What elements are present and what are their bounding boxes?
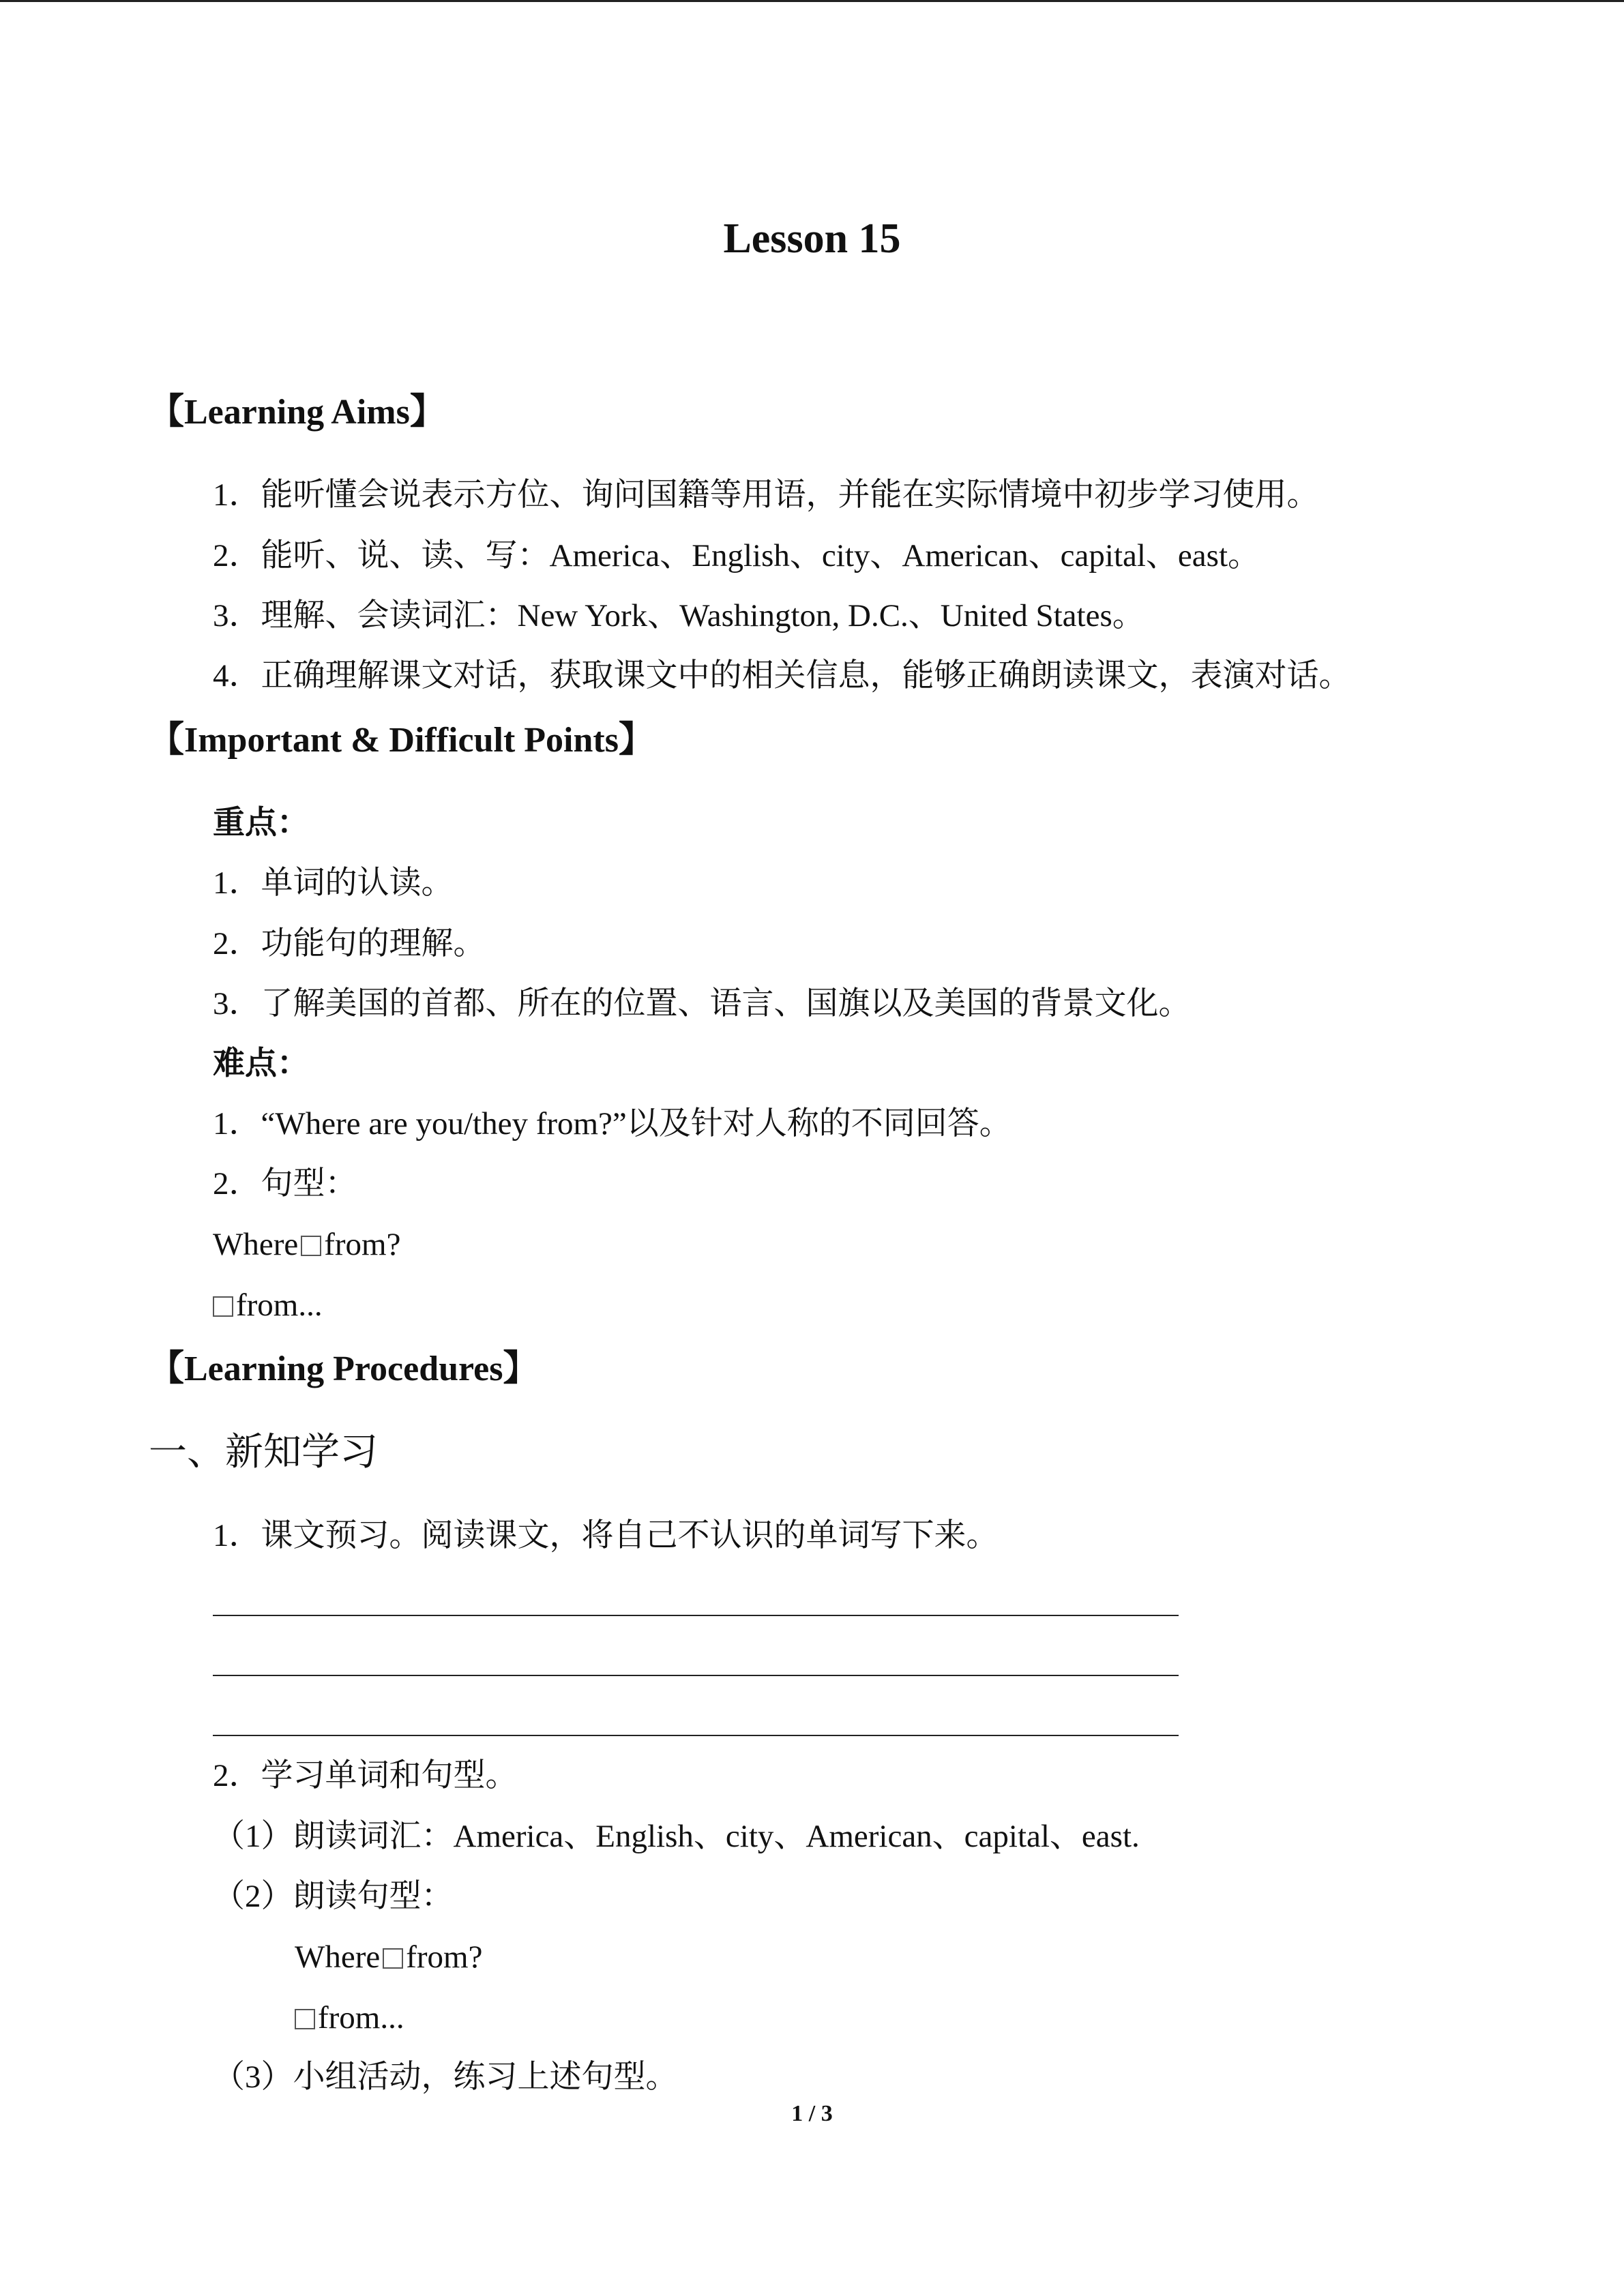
- pattern-answer: [213, 1285, 323, 1326]
- step-1: 1．课文预习。阅读课文，将自己不认识的单词写下来。: [213, 1518, 999, 1553]
- blank-box-icon: [301, 1236, 321, 1256]
- procedures-heading: 【Learning Procedures】: [149, 1350, 539, 1388]
- aim-item-2: 2．能听、说、读、写：America、English、city、American、capital、east。: [213, 538, 1260, 573]
- blank-box-icon: [383, 1948, 403, 1969]
- difficult-item-2: 2．句型：: [213, 1166, 357, 1202]
- step-2: 2．学习单词和句型。: [213, 1758, 518, 1793]
- practice-pattern-question: [295, 1937, 482, 1978]
- blank-box-icon: [213, 1296, 233, 1317]
- pattern-question: [213, 1224, 400, 1265]
- answer-blank-line[interactable]: [213, 1675, 1179, 1676]
- answer-blank-line[interactable]: [213, 1615, 1179, 1616]
- practice-question-start: Where: [295, 1939, 381, 1975]
- page-title: Lesson 15: [723, 215, 901, 262]
- difficult-label: 难点：: [213, 1046, 309, 1082]
- pattern-question-end: from?: [324, 1227, 401, 1262]
- aim-item-3: 3．理解、会读词汇：New York、Washington, D.C.、United States。: [213, 598, 1145, 633]
- answer-blank-line[interactable]: [213, 1735, 1179, 1736]
- difficult-item-1: 1．“Where are you/they from?”以及针对人称的不同回答。: [213, 1106, 1012, 1142]
- aim-item-4: 4．正确理解课文对话，获取课文中的相关信息，能够正确朗读课文，表演对话。: [213, 658, 1351, 694]
- learning-aims-heading: 【Learning Aims】: [149, 393, 445, 432]
- important-item-1: 1．单词的认读。: [213, 865, 454, 901]
- practice-pattern-answer: [295, 1997, 404, 2038]
- aim-item-1: 1．能听懂会说表示方位、询问国籍等用语，并能在实际情境中初步学习使用。: [213, 477, 1319, 513]
- important-item-2: 2．功能句的理解。: [213, 926, 486, 961]
- practice-answer-end: from...: [318, 2000, 404, 2036]
- important-label: 重点：: [213, 805, 309, 841]
- practice-question-end: from?: [406, 1939, 483, 1975]
- points-heading: 【Important & Difficult Points】: [149, 721, 654, 760]
- pattern-question-start: Where: [213, 1227, 299, 1262]
- page-number: 1 / 3: [791, 2101, 833, 2126]
- part-one-title: 一、新知学习: [149, 1431, 378, 1474]
- sub-step-2: （2）朗读句型：: [213, 1879, 454, 1914]
- blank-box-icon: [295, 2009, 315, 2029]
- page-top-border: [0, 0, 1624, 2]
- important-item-3: 3．了解美国的首都、所在的位置、语言、国旗以及美国的背景文化。: [213, 986, 1191, 1022]
- sub-step-1: （1）朗读词汇：America、English、city、American、capital、east.: [213, 1819, 1140, 1854]
- pattern-answer-end: from...: [236, 1287, 323, 1323]
- sub-step-3: （3）小组活动，练习上述句型。: [213, 2059, 678, 2095]
